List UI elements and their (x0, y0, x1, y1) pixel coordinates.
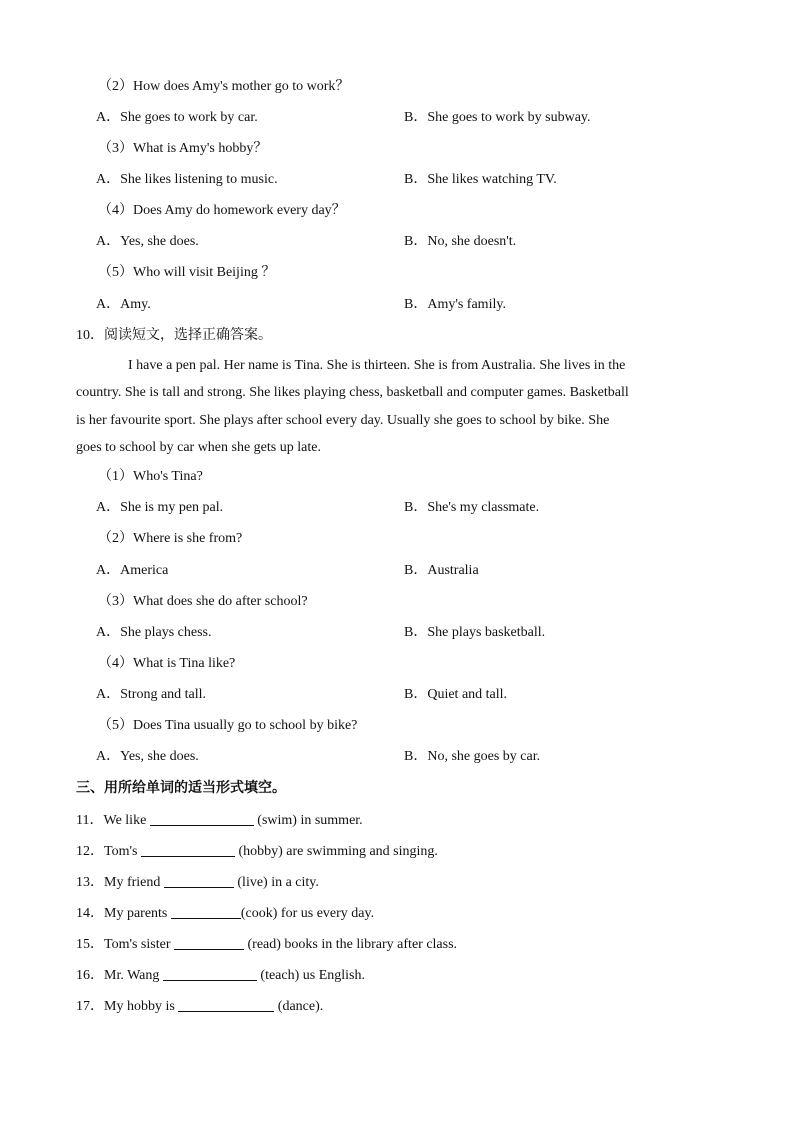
item-text-after: (read) books in the library after class. (244, 937, 458, 952)
option-b[interactable]: B．Amy's family. (404, 297, 506, 312)
answer-blank[interactable] (163, 966, 257, 981)
option-a[interactable]: A．She is my pen pal. (96, 500, 224, 515)
item-text-before: My parents (104, 906, 171, 921)
item-text-after: (teach) us English. (256, 968, 365, 983)
item-text-before: We like (103, 813, 150, 828)
passage-line: country. She is tall and strong. She likes playing chess, basketball and computer games. Basketball (76, 385, 629, 400)
question-text: （5）Does Tina usually go to school by bike? (98, 718, 358, 733)
fill-blank-item (76, 966, 365, 985)
item-text-before: Tom's (104, 844, 141, 859)
question-text: （2）Where is she from? (98, 531, 243, 546)
option-a[interactable]: A．She plays chess. (96, 625, 212, 640)
item-text-before: Tom's sister (104, 937, 174, 952)
fill-blank-item (76, 997, 323, 1016)
item-number: 13． (76, 875, 104, 890)
item-text-after: (swim) in summer. (253, 813, 363, 828)
option-b[interactable]: B．She plays basketball. (404, 625, 546, 640)
option-b[interactable]: B．She likes watching TV. (404, 172, 557, 187)
option-a[interactable]: A．Amy. (96, 297, 151, 312)
fill-blank-item (76, 842, 438, 861)
answer-blank[interactable] (178, 997, 274, 1012)
answer-blank[interactable] (174, 935, 244, 950)
item-number: 11． (76, 813, 104, 828)
option-b[interactable]: B．No, she goes by car. (404, 749, 541, 764)
answer-blank[interactable] (171, 904, 241, 919)
fill-blank-item (76, 873, 319, 892)
question-text: （5）Who will visit Beijing ？ (98, 265, 276, 280)
option-b[interactable]: B．She goes to work by subway. (404, 110, 591, 125)
question-text: （3）What is Amy's hobby？ (98, 141, 268, 156)
question-text: （1）Who's Tina? (98, 469, 203, 484)
item-text-after: (hobby) are swimming and singing. (234, 844, 438, 859)
option-a[interactable]: A．Strong and tall. (96, 687, 207, 702)
item-text-before: My friend (104, 875, 164, 890)
question-text: （3）What does she do after school? (98, 594, 308, 609)
option-a[interactable]: A．Yes, she does. (96, 749, 199, 764)
item-number: 14． (76, 906, 104, 921)
item-text-before: Mr. Wang (104, 968, 163, 983)
passage-line: I have a pen pal. Her name is Tina. She is thirteen. She is from Australia. She lives in the (128, 358, 626, 373)
option-b[interactable]: B．Australia (404, 563, 479, 578)
item-text-after: (cook) for us every day. (240, 906, 375, 921)
option-a[interactable]: A．She goes to work by car. (96, 110, 258, 125)
passage-line: is her favourite sport. She plays after school every day. Usually she goes to school by bike. She (76, 413, 610, 428)
question-text: （4）Does Amy do homework every day？ (98, 203, 346, 218)
item-number: 12． (76, 844, 104, 859)
item-number: 17． (76, 999, 104, 1014)
item-number: 16． (76, 968, 104, 983)
item-number: 15． (76, 937, 104, 952)
section-heading: 三、用所给单词的适当形式填空。 (76, 780, 286, 796)
fill-blank-item (76, 811, 363, 830)
question-text: （4）What is Tina like? (98, 656, 236, 671)
answer-blank[interactable] (150, 811, 254, 826)
option-a[interactable]: A．Yes, she does. (96, 234, 199, 249)
option-a[interactable]: A．America (96, 563, 169, 578)
option-b[interactable]: B．No, she doesn't. (404, 234, 517, 249)
answer-blank[interactable] (141, 842, 235, 857)
item-text-after: (live) in a city. (233, 875, 319, 890)
passage-line: goes to school by car when she gets up late. (76, 440, 321, 455)
fill-blank-item (76, 904, 374, 923)
option-a[interactable]: A．She likes listening to music. (96, 172, 278, 187)
fill-blank-item (76, 935, 457, 954)
item-text-before: My hobby is (104, 999, 179, 1014)
question-text: （2）How does Amy's mother go to work？ (98, 79, 350, 94)
question-number-title: 10．阅读短文，选择正确答案。 (76, 328, 272, 343)
option-b[interactable]: B．Quiet and tall. (404, 687, 508, 702)
item-text-after: (dance). (274, 999, 324, 1014)
option-b[interactable]: B．She's my classmate. (404, 500, 540, 515)
answer-blank[interactable] (164, 873, 234, 888)
